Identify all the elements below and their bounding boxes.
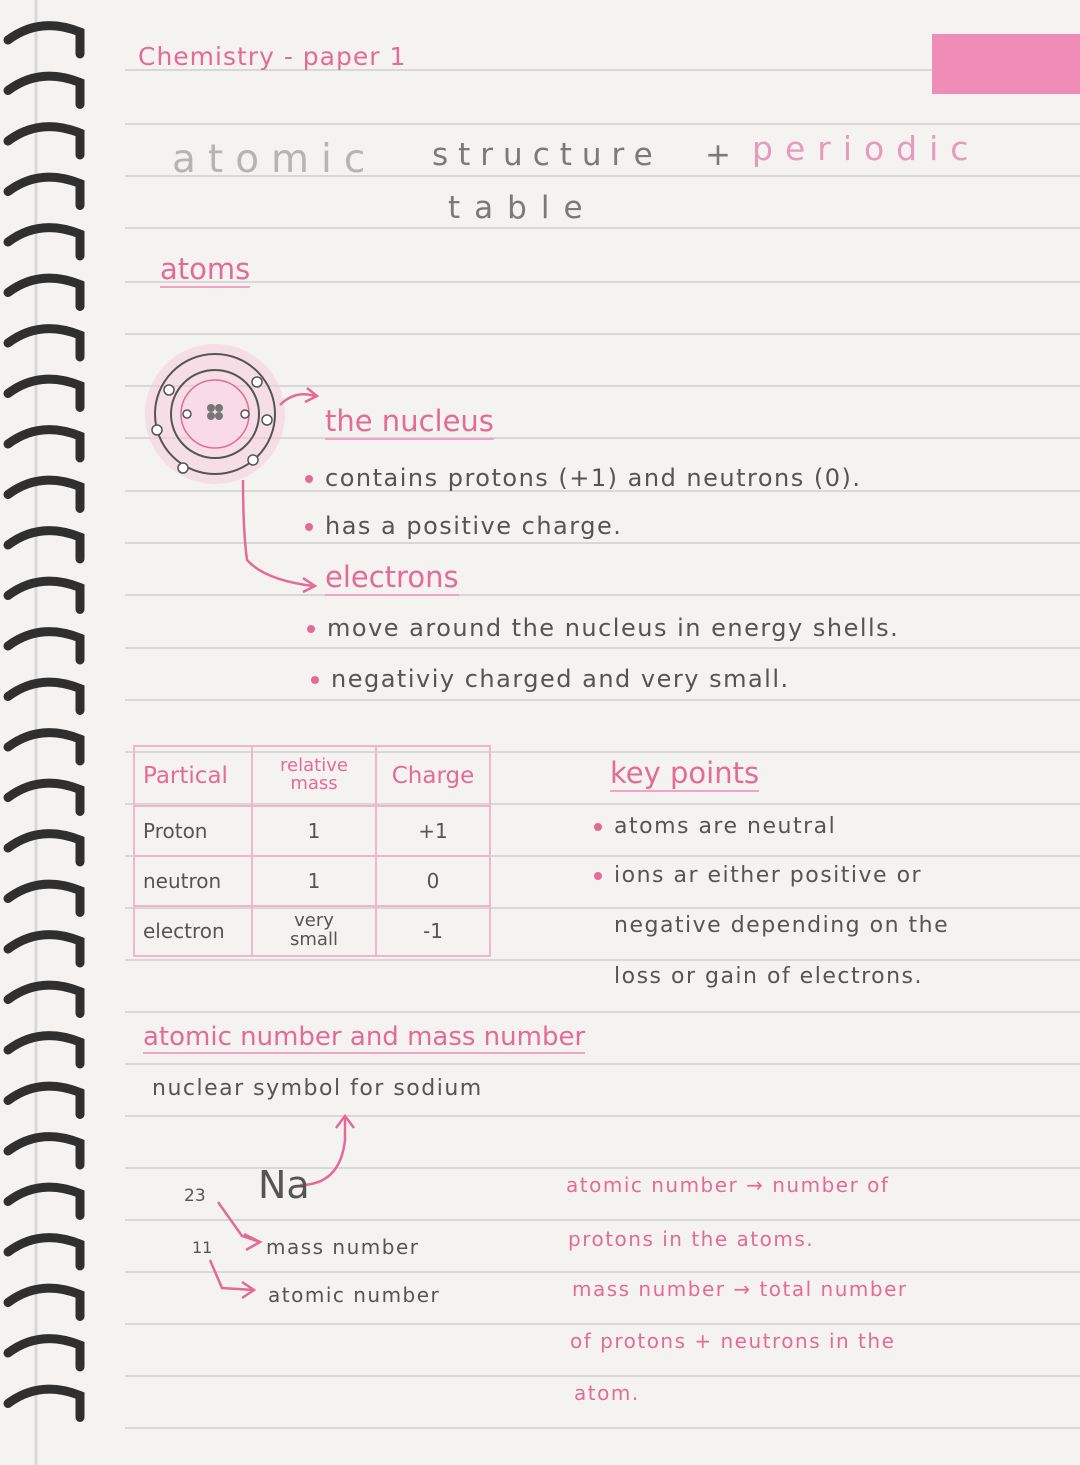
spiral-ring xyxy=(8,177,80,205)
heading-plus: + xyxy=(705,137,743,173)
heading-word-periodic: periodic xyxy=(752,129,981,168)
mass-number-label: mass number xyxy=(266,1235,420,1259)
definition-line-3: mass number → total number xyxy=(572,1277,908,1301)
nucleus-point-2 xyxy=(305,514,622,538)
section-title-atoms: atoms xyxy=(160,252,251,286)
spiral-ring xyxy=(8,1137,80,1165)
spiral-ring xyxy=(8,1389,80,1417)
atomic-mass-title: atomic number and mass number xyxy=(143,1022,586,1052)
definition-line-4: of protons + neutrons in the xyxy=(570,1329,896,1353)
table-header-text: relative mass xyxy=(280,754,348,795)
spiral-binding xyxy=(0,0,110,1465)
spiral-ring xyxy=(8,985,80,1013)
bullet-icon xyxy=(305,475,313,483)
nuclear-symbol-subtitle: nuclear symbol for sodium xyxy=(152,1076,483,1101)
spiral-ring xyxy=(8,884,80,912)
heading-word-table: table xyxy=(448,190,597,226)
nucleus-point-1-text: contains protons (+1) and neutrons (0). xyxy=(325,464,862,492)
bullet-icon xyxy=(311,676,319,684)
table-header-cell: Partical xyxy=(134,746,252,806)
table-cell xyxy=(252,906,376,956)
heading-word-atomic: atomic xyxy=(172,137,378,182)
spiral-ring xyxy=(8,733,80,761)
table-cell: -1 xyxy=(376,906,490,956)
definition-line-5: atom. xyxy=(574,1381,640,1405)
atomic-number-label: atomic number xyxy=(268,1283,441,1307)
spiral-ring xyxy=(8,783,80,811)
electrons-point-1 xyxy=(307,616,899,640)
spiral-ring xyxy=(8,682,80,710)
table-cell: neutron xyxy=(134,856,252,906)
electrons-point-1-text: move around the nucleus in energy shells. xyxy=(327,614,900,642)
key-point-line-1-text: atoms are neutral xyxy=(614,814,837,839)
spiral-ring xyxy=(8,935,80,963)
bullet-icon xyxy=(305,523,313,531)
table-header-cell: Charge xyxy=(376,746,490,806)
nucleus-point-2-text: has a positive charge. xyxy=(325,512,623,540)
key-points-title: key points xyxy=(610,756,760,790)
table-row xyxy=(134,906,490,956)
key-point-line-2-text: ions ar either positive or xyxy=(614,863,923,888)
table-cell-text: very small xyxy=(290,910,338,950)
heading-word-structure: structure xyxy=(432,137,663,173)
definition-line-2: protons in the atoms. xyxy=(568,1227,815,1251)
spiral-ring xyxy=(8,1187,80,1215)
spiral-ring xyxy=(8,531,80,559)
spiral-ring xyxy=(8,228,80,256)
electrons-title: electrons xyxy=(325,560,459,594)
table-cell: 1 xyxy=(252,856,376,906)
spiral-ring xyxy=(8,632,80,660)
electrons-point-2 xyxy=(311,667,790,691)
spiral-ring xyxy=(8,1036,80,1064)
spiral-ring xyxy=(8,834,80,862)
particle-table xyxy=(133,745,491,957)
spiral-ring xyxy=(8,1339,80,1367)
page-title: Chemistry - paper 1 xyxy=(138,42,407,71)
key-point-line-4: loss or gain of electrons. xyxy=(614,964,924,989)
key-point-line-2 xyxy=(594,865,922,887)
table-header-cell xyxy=(252,746,376,806)
electrons-point-2-text: negativiy charged and very small. xyxy=(331,665,790,693)
nuclear-symbol-arrows xyxy=(180,1110,400,1310)
key-point-line-1 xyxy=(594,816,836,838)
bullet-icon xyxy=(594,823,602,831)
table-cell: electron xyxy=(134,906,252,956)
table-cell: 0 xyxy=(376,856,490,906)
key-point-line-3: negative depending on the xyxy=(614,913,950,938)
spiral-ring xyxy=(8,278,80,306)
nucleus-title: the nucleus xyxy=(325,404,494,438)
spiral-ring xyxy=(8,480,80,508)
element-symbol: Na xyxy=(258,1163,310,1207)
spiral-ring xyxy=(8,329,80,357)
table-header-row xyxy=(134,746,490,806)
spiral-ring xyxy=(8,379,80,407)
spiral-ring xyxy=(8,1238,80,1266)
page-tab-flag xyxy=(932,34,1080,94)
bullet-icon xyxy=(307,625,315,633)
spiral-ring xyxy=(8,581,80,609)
spiral-ring xyxy=(8,127,80,155)
spiral-ring xyxy=(8,430,80,458)
table-cell: 1 xyxy=(252,806,376,856)
table-cell: +1 xyxy=(376,806,490,856)
spiral-ring xyxy=(8,1086,80,1114)
nucleus-point-1 xyxy=(305,466,862,490)
spiral-ring xyxy=(8,26,80,54)
atomic-value: 11 xyxy=(192,1238,213,1257)
spiral-ring xyxy=(8,76,80,104)
table-cell: Proton xyxy=(134,806,252,856)
mass-value: 23 xyxy=(184,1186,206,1206)
table-row xyxy=(134,856,490,906)
spiral-ring xyxy=(8,1288,80,1316)
table-row xyxy=(134,806,490,856)
bullet-icon xyxy=(594,872,602,880)
definition-line-1: atomic number → number of xyxy=(566,1173,890,1197)
